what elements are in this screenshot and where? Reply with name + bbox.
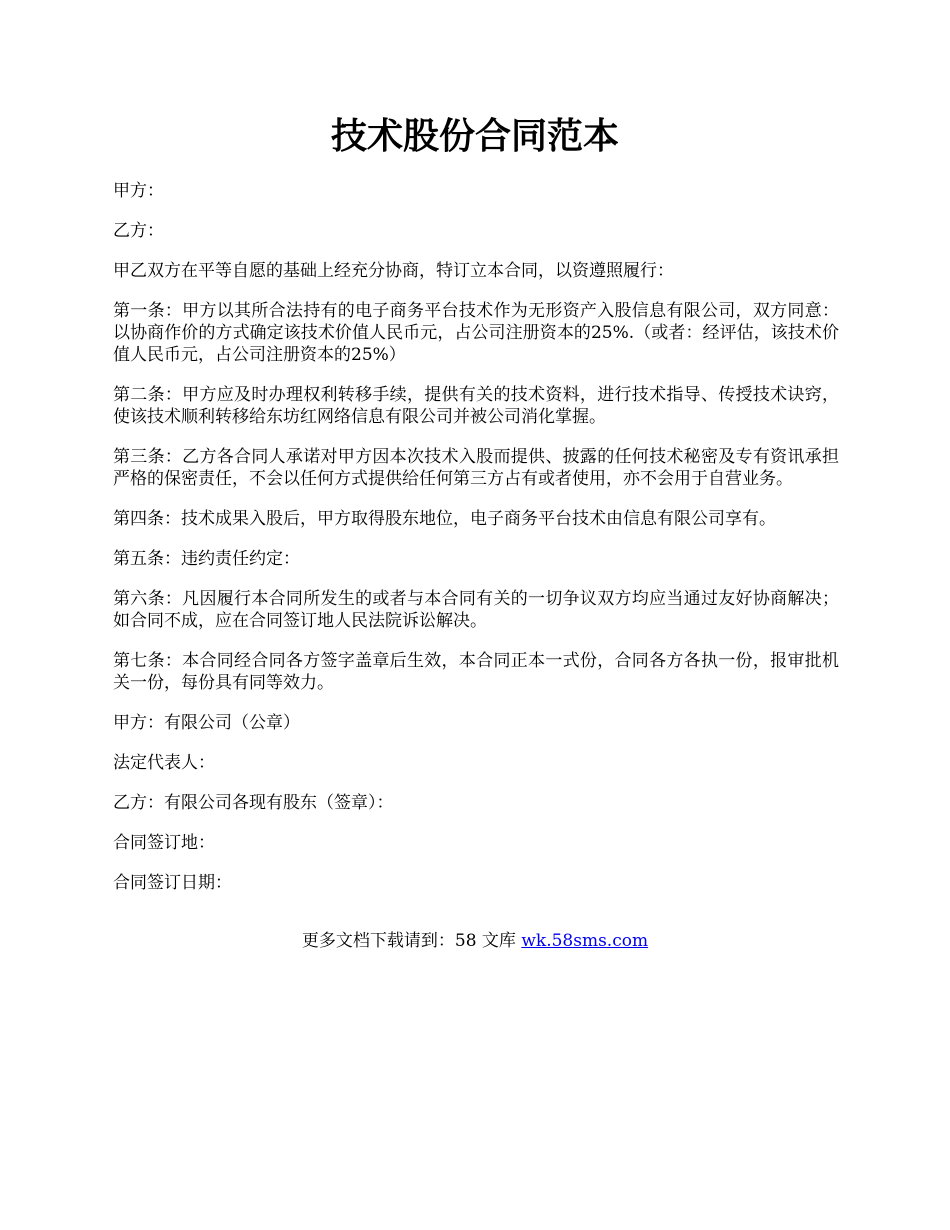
- party-b-line: 乙方：: [113, 221, 164, 241]
- preamble: 甲乙双方在平等自愿的基础上经充分协商，特订立本合同，以资遵照履行：: [113, 261, 674, 281]
- article-5: 第五条：违约责任约定：: [113, 549, 300, 569]
- signature-legal-rep: 法定代表人：: [113, 753, 215, 773]
- article-6: 第六条：凡因履行本合同所发生的或者与本合同有关的一切争议双方均应当通过友好协商解决；如合同不成，应在合同签订地人民法院诉讼解决。: [113, 589, 839, 631]
- signature-party-a: 甲方：有限公司（公章）: [113, 713, 300, 733]
- article-3: 第三条：乙方各合同人承诺对甲方因本次技术入股而提供、披露的任何技术秘密及专有资讯承担严格的保密责任，不会以任何方式提供给任何第三方占有或者使用，亦不会用于自营业务。: [113, 447, 839, 489]
- footer-link[interactable]: wk.58sms.com: [521, 931, 649, 951]
- signing-place: 合同签订地：: [113, 833, 215, 853]
- article-4: 第四条：技术成果入股后，甲方取得股东地位，电子商务平台技术由信息有限公司享有。: [113, 509, 776, 529]
- signature-party-b: 乙方：有限公司各现有股东（签章）：: [113, 793, 394, 813]
- download-footer: [0, 930, 950, 952]
- article-1: 第一条：甲方以其所合法持有的电子商务平台技术作为无形资产入股信息有限公司，双方同意：以协商作价的方式确定该技术价值人民币元，占公司注册资本的25%.（或者：经评估，该技术价值人民币元，占公司注册资本的25%）: [113, 301, 839, 365]
- article-2: 第二条：甲方应及时办理权利转移手续，提供有关的技术资料，进行技术指导、传授技术诀窍，使该技术顺利转移给东坊红网络信息有限公司并被公司消化掌握。: [113, 385, 839, 427]
- signing-date: 合同签订日期：: [113, 873, 232, 893]
- document-body: [113, 180, 839, 912]
- article-7: 第七条：本合同经合同各方签字盖章后生效，本合同正本一式份，合同各方各执一份，报审批机关一份，每份具有同等效力。: [113, 651, 839, 693]
- footer-text: 更多文档下载请到：58 文库: [301, 931, 522, 951]
- party-a-line: 甲方：: [113, 181, 164, 201]
- document-title: 技术股份合同范本: [330, 115, 619, 157]
